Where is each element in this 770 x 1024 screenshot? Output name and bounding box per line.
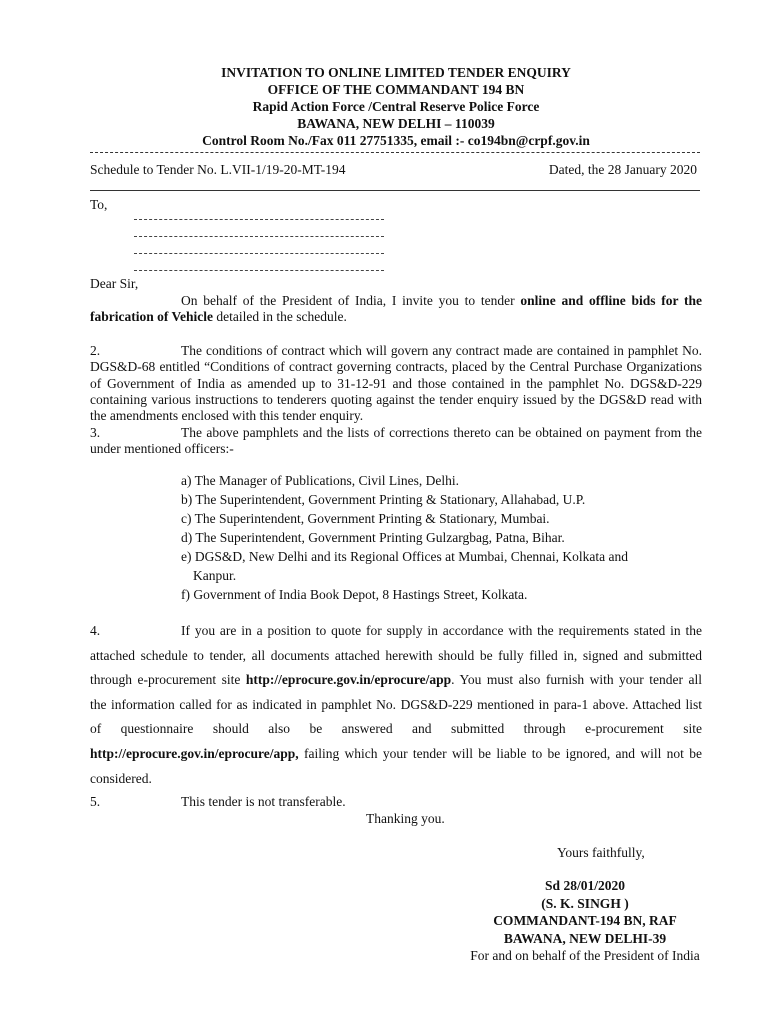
- header-force: Rapid Action Force /Central Reserve Police Force: [252, 99, 540, 114]
- header-title: INVITATION TO ONLINE LIMITED TENDER ENQUIRY: [221, 65, 571, 80]
- para4-line: considered.: [90, 770, 152, 786]
- header-divider: [90, 152, 700, 153]
- para4-line: . You must also furnish with your tender all: [451, 672, 702, 688]
- paragraph-1: [90, 293, 702, 326]
- thanks-text: Thanking you.: [366, 811, 445, 826]
- paragraph-2: [90, 343, 702, 424]
- list-item-continuation: Kanpur.: [193, 568, 237, 583]
- paragraph-4: [90, 619, 702, 791]
- letter-header: [90, 64, 702, 149]
- para4-line: If you are in a position to quote for supply in accordance with the requirements stated in the: [181, 623, 702, 638]
- para5-text: This tender is not transferable.: [181, 794, 346, 809]
- closing-text: Yours faithfully,: [557, 845, 645, 860]
- para4-line: through e-procurement site: [90, 672, 246, 688]
- list-item: e) DGS&D, New Delhi and its Regional Offices at Mumbai, Chennai, Kolkata and: [181, 549, 629, 564]
- list-item: a) The Manager of Publications, Civil Lines, Delhi.: [181, 473, 459, 488]
- letter-date: Dated, the 28 January 2020: [548, 162, 697, 177]
- list-item: d) The Superintendent, Government Printing Gulzargbag, Patna, Bihar.: [181, 530, 565, 545]
- header-contact: Control Room No./Fax 011 27751335, email :- co194bn@crpf.gov.in: [202, 133, 590, 148]
- para1-text-end: detailed in the schedule.: [213, 309, 347, 325]
- para3-text: The above pamphlets and the lists of corrections thereto can be obtained on payment from the under mentioned officers:-: [90, 425, 702, 457]
- para5-number: 5.: [90, 794, 101, 809]
- header-address: BAWANA, NEW DELHI – 110039: [297, 116, 495, 131]
- para4-line: the information called for as indicated in pamphlet No. DGS&D-229 mentioned in para-1 above. Attached list: [90, 696, 702, 712]
- signature-block: [462, 877, 708, 965]
- paragraph-3: [90, 425, 702, 458]
- signatory-location: BAWANA, NEW DELHI-39: [503, 930, 667, 946]
- para1-text: On behalf of the President of India, I invite you to tender: [181, 293, 521, 308]
- address-blank-line: [134, 253, 384, 254]
- list-item: c) The Superintendent, Government Printing & Stationary, Mumbai.: [181, 511, 550, 526]
- para1-bold: online and offline bids for the fabrication of Vehicle: [90, 293, 703, 325]
- address-blank-line: [134, 270, 384, 271]
- signatory-name: (S. K. SINGH ): [541, 895, 629, 911]
- signatory-designation: COMMANDANT-194 BN, RAF: [493, 913, 677, 928]
- para4-line: failing which your tender will be liable to be ignored, and will not be: [298, 745, 702, 761]
- para2-text: The conditions of contract which will govern any contract made are contained in pamphlet No. DGS&D-68 entitled “Conditions of contract governing contracts, placed by the Central Purchase Organizations of Government of India as amended up to 31-12-91 and those contained in the pamphlet No. DGS&D-229 containing various instructions to tenderers quoting against the tender enquiry issued by the DGS&D read with the amendments enclosed with this tender enquiry.: [90, 343, 702, 424]
- list-item: b) The Superintendent, Government Printing & Stationary, Allahabad, U.P.: [181, 492, 586, 507]
- para4-line: of questionnaire should also be answered and submitted through e-procurement site: [90, 721, 702, 737]
- para3-number: 3.: [90, 425, 101, 440]
- eprocure-link[interactable]: http://eprocure.gov.in/eprocure/app,: [90, 745, 299, 761]
- para2-number: 2.: [90, 343, 101, 358]
- para4-number: 4.: [90, 623, 101, 638]
- header-office: OFFICE OF THE COMMANDANT 194 BN: [267, 82, 525, 97]
- signatory-authority: For and on behalf of the President of India: [470, 948, 700, 963]
- signature-date: Sd 28/01/2020: [545, 878, 625, 893]
- address-blank-line: [134, 236, 384, 237]
- salutation: Dear Sir,: [90, 276, 139, 291]
- schedule-reference: Schedule to Tender No. L.VII-1/19-20-MT-194: [90, 162, 346, 177]
- address-blank-line: [134, 219, 384, 220]
- officers-list: [181, 471, 628, 604]
- para4-line: attached schedule to tender, all documents attached herewith should be fully filled in, signed and submitted: [90, 647, 702, 663]
- to-label: To,: [90, 197, 108, 212]
- list-item: f) Government of India Book Depot, 8 Hastings Street, Kolkata.: [181, 587, 528, 602]
- eprocure-link[interactable]: http://eprocure.gov.in/eprocure/app: [245, 672, 452, 688]
- schedule-divider: [90, 190, 700, 191]
